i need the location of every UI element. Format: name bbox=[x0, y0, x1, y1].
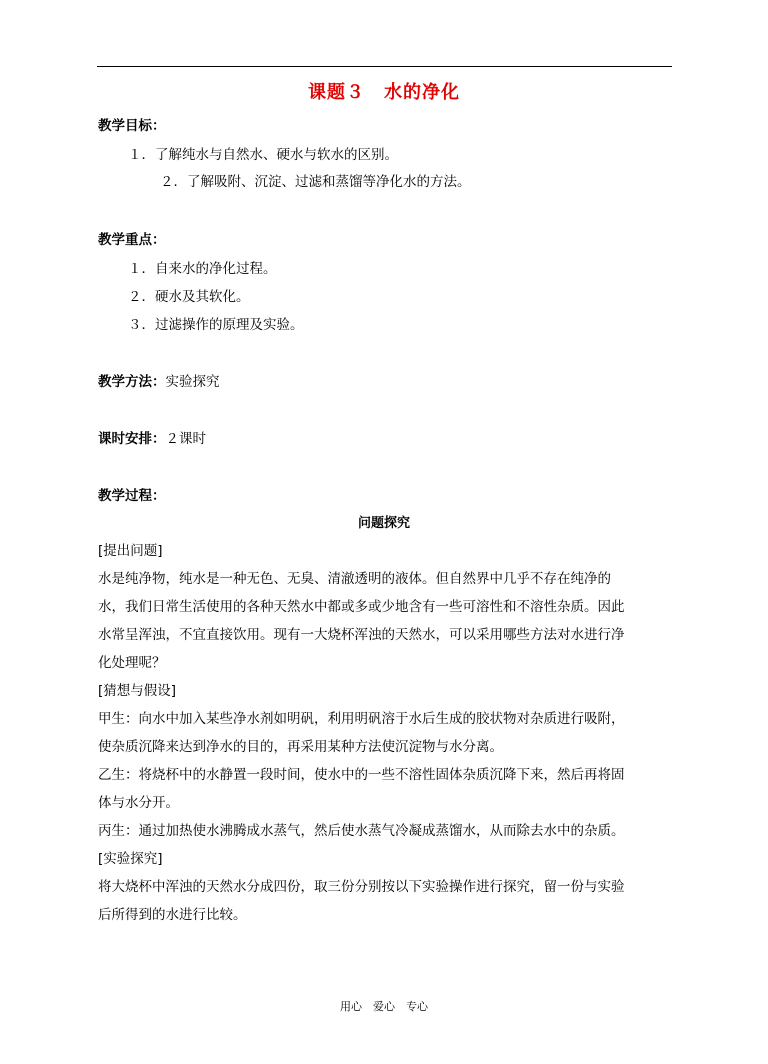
paragraph-line: 甲生：向水中加入某些净水剂如明矾，利用明矾溶于水后生成的胶状物对杂质进行吸附， bbox=[98, 711, 625, 727]
method-value: 实验探究 bbox=[165, 374, 220, 390]
paragraph-line: 化处理呢？ bbox=[98, 655, 166, 671]
paragraph-line: 水，我们日常生活使用的各种天然水中都或多或少地含有一些可溶性和不溶性杂质。因此 bbox=[98, 599, 625, 615]
paragraph-line: 丙生：通过加热使水沸腾成水蒸气，然后使水蒸气冷凝成蒸馏水，从而除去水中的杂质。 bbox=[98, 823, 625, 839]
section-tag-experiment: [实验探究] bbox=[98, 851, 163, 867]
key-points-heading: 教学重点： bbox=[98, 232, 166, 248]
page-footer: 用心 爱心 专心 bbox=[340, 1000, 428, 1013]
paragraph-line: 体与水分开。 bbox=[98, 795, 179, 811]
schedule-row bbox=[98, 429, 206, 449]
goal-item: ２．了解吸附、沉淀、过滤和蒸馏等净化水的方法。 bbox=[160, 174, 471, 190]
process-subheading: 问题探究 bbox=[357, 516, 410, 531]
goals-heading: 教学目标： bbox=[98, 118, 166, 134]
header-rule bbox=[97, 66, 672, 67]
paragraph-line: 使杂质沉降来达到净水的目的，再采用某种方法使沉淀物与水分离。 bbox=[98, 739, 503, 755]
process-heading: 教学过程： bbox=[98, 488, 166, 504]
goal-item: １．了解纯水与自然水、硬水与软水的区别。 bbox=[128, 147, 398, 163]
method-label: 教学方法： bbox=[98, 374, 166, 390]
key-point-item: ２．硬水及其软化。 bbox=[128, 289, 250, 305]
section-tag-question: [提出问题] bbox=[98, 543, 163, 559]
paragraph-line: 水常呈浑浊，不宜直接饮用。现有一大烧杯浑浊的天然水，可以采用哪些方法对水进行净 bbox=[98, 627, 625, 643]
lesson-title: 课题３ 水的净化 bbox=[308, 82, 460, 103]
schedule-value: ２课时 bbox=[165, 431, 206, 447]
paragraph-line: 将大烧杯中浑浊的天然水分成四份，取三份分别按以下实验操作进行探究，留一份与实验 bbox=[98, 879, 625, 895]
paragraph-line: 乙生：将烧杯中的水静置一段时间，使水中的一些不溶性固体杂质沉降下来，然后再将固 bbox=[98, 767, 625, 783]
schedule-label: 课时安排： bbox=[98, 431, 166, 447]
key-point-item: １．自来水的净化过程。 bbox=[128, 261, 277, 277]
method-row bbox=[98, 372, 220, 392]
paragraph-line: 水是纯净物，纯水是一种无色、无臭、清澈透明的液体。但自然界中几乎不存在纯净的 bbox=[98, 571, 611, 587]
key-point-item: ３．过滤操作的原理及实验。 bbox=[128, 317, 304, 333]
section-tag-hypothesis: [猜想与假设] bbox=[98, 683, 177, 699]
paragraph-line: 后所得到的水进行比较。 bbox=[98, 907, 247, 923]
body-text bbox=[98, 537, 670, 929]
